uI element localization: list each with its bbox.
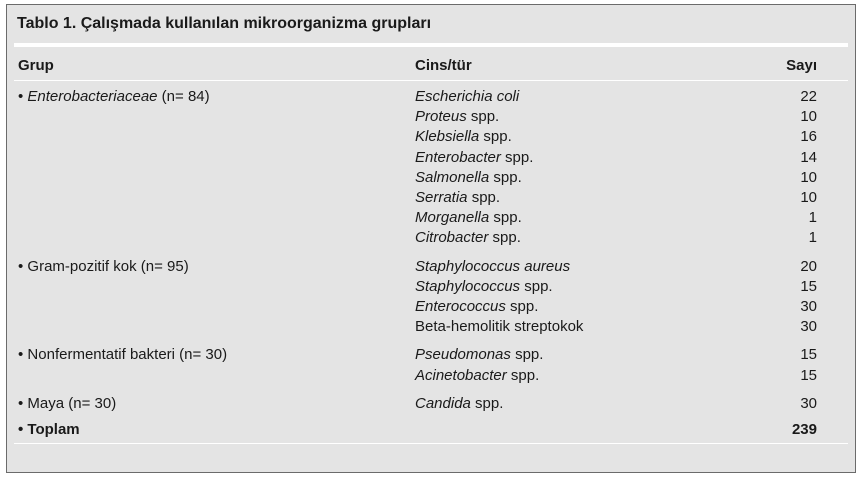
count-value: 30 [800,394,817,412]
genus-name: Citrobacter [415,229,489,247]
count-value: 22 [800,88,817,105]
group-name-italic: Enterobacteriaceae [27,88,158,105]
count-value: 1 [808,209,817,227]
total-count: 239 [791,421,817,438]
species-name [415,189,500,206]
count-value: 1 [808,229,817,247]
table-row [7,229,855,249]
species-name [415,88,519,105]
species-suffix: spp. [479,128,512,146]
species-suffix: spp. [506,366,540,384]
group-name-text: Maya (n= 30) [27,394,117,412]
group-name-text: Gram-pozitif kok (n= 95) [27,257,189,275]
table-row [7,298,855,318]
genus-name: Serratia [415,189,468,206]
genus-name: Staphylococcus [415,277,521,295]
group-name [18,346,227,363]
table-row [7,189,855,209]
species-suffix: spp. [488,229,521,247]
bottom-divider [14,443,848,444]
group-name-text: Nonfermentatif bakteri (n= 30) [27,346,228,364]
table-row [7,278,855,298]
group-name [18,88,210,105]
genus-name: Escherichia coli [415,88,520,105]
table-row [7,209,855,229]
table-row [7,149,855,169]
count-value: 15 [800,277,817,295]
count-value: 14 [800,148,817,166]
table-row [7,258,855,278]
species-name [415,318,583,335]
species-name [415,169,522,186]
bullet: • [18,88,28,105]
table-frame [6,4,856,473]
header-sayi: Sayı [786,57,817,74]
table-row [7,88,855,108]
genus-name: Staphylococcus aureus [415,257,571,275]
bullet: • [18,394,28,412]
header-grup: Grup [18,57,54,74]
count-value: 30 [800,298,817,315]
genus-name: Klebsiella [415,128,480,146]
count-value: 10 [800,108,817,126]
total-label: • Toplam [18,421,80,438]
genus-name: Enterococcus [415,298,506,315]
genus-name: Salmonella [415,168,490,186]
table-row [7,346,855,366]
count-value: 10 [800,189,817,206]
species-name [415,128,512,145]
table-title: Tablo 1. Çalışmada kullanılan mikroorganizma grupları [17,15,432,32]
count-value: 20 [800,257,817,275]
table-row [7,128,855,148]
species-name [415,346,543,363]
group-name [18,395,116,412]
species-suffix: spp. [470,394,504,412]
total-row [7,421,855,441]
species-suffix: spp. [489,209,522,227]
genus-name: Pseudomonas [415,346,511,364]
header-row [7,57,855,77]
species-name [415,229,521,246]
count-value: 10 [800,168,817,186]
species-suffix: spp. [520,277,553,295]
species-name [415,258,570,275]
header-divider [14,80,848,81]
count-value: 30 [800,318,817,336]
group-name [18,258,189,275]
species-name [415,209,522,226]
species-suffix: spp. [510,346,544,364]
species-name [415,298,538,315]
genus-name: Candida [415,394,471,412]
species-suffix: spp. [466,108,500,126]
species-suffix: spp. [467,189,501,206]
table-row [7,395,855,415]
table-row [7,108,855,128]
count-value: 15 [800,366,817,384]
group-name-text: (n= 84) [157,88,210,105]
count-value: 16 [800,128,817,146]
header-cins: Cins/tür [415,57,472,74]
genus-name: Acinetobacter [415,366,507,384]
species-name [415,149,533,166]
genus-name: Morganella [415,209,490,227]
table-row [7,367,855,387]
species-suffix: spp. [489,168,522,186]
genus-name: Proteus [415,108,467,126]
species-suffix: spp. [500,148,534,166]
table-row [7,169,855,189]
count-value: 15 [800,346,817,364]
species-name [415,367,539,384]
genus-name: Enterobacter [415,148,501,166]
species-suffix: spp. [505,298,539,315]
bullet: • [18,257,28,275]
title-divider [14,43,848,47]
species-name [415,395,503,412]
table-background [7,5,855,472]
bullet: • [18,346,28,364]
species-suffix: Beta-hemolitik streptokok [415,318,584,336]
species-name [415,278,553,295]
species-name [415,108,499,125]
table-row [7,318,855,338]
